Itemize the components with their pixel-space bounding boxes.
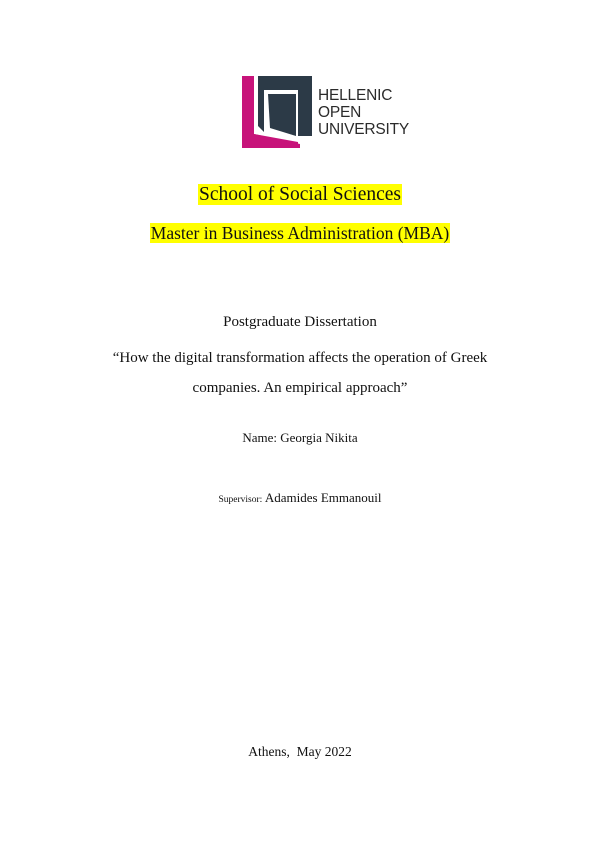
program-text: Master in Business Administration (MBA) bbox=[150, 223, 450, 243]
logo-line-university: UNIVERSITY bbox=[318, 121, 410, 138]
supervisor-name: Adamides Emmanouil bbox=[264, 490, 382, 505]
author-name: Name: Georgia Nikita bbox=[242, 430, 358, 445]
school-text: School of Social Sciences bbox=[199, 184, 401, 205]
logo-line-hellenic: HELLENIC bbox=[318, 87, 393, 104]
document-type: Postgraduate Dissertation bbox=[223, 314, 377, 330]
supervisor-line bbox=[0, 489, 600, 509]
hellenic-open-university-logo-icon bbox=[240, 70, 316, 148]
program-heading bbox=[0, 221, 600, 245]
supervisor-label: Supervisor: bbox=[218, 495, 263, 505]
logo-wordmark bbox=[318, 87, 409, 138]
university-logo bbox=[240, 70, 415, 148]
logo-line-open: OPEN bbox=[318, 104, 362, 121]
school-heading bbox=[0, 182, 600, 208]
dissertation-title: “How the digital transformation affects the operation of Greek companies. An empirical approach” bbox=[112, 350, 488, 396]
place-and-date: Athens, May 2022 bbox=[248, 744, 352, 759]
